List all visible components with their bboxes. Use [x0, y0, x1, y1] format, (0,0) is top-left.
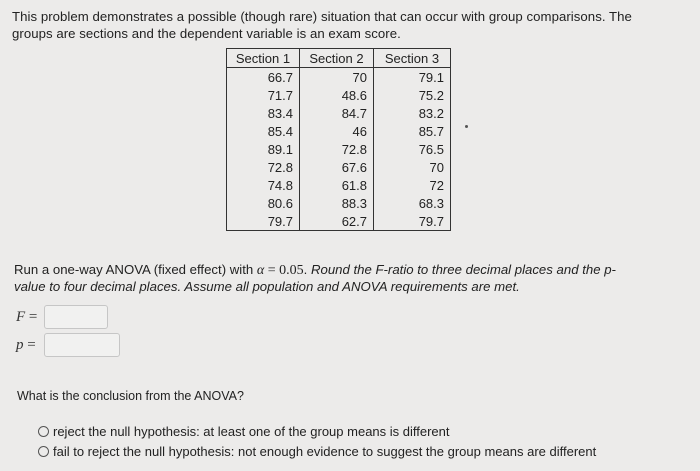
table-cell: 75.2	[374, 86, 451, 104]
table-cell: 71.7	[227, 86, 300, 104]
table-row	[227, 158, 451, 176]
table-cell: 70	[374, 158, 451, 176]
f-ratio-input[interactable]	[44, 305, 108, 329]
table-cell: 85.7	[374, 122, 451, 140]
intro-line-2: groups are sections and the dependent variable is an exam score.	[12, 26, 401, 41]
table-cell: 67.6	[300, 158, 374, 176]
table-cell: 72	[374, 176, 451, 194]
option-fail-to-reject[interactable]	[38, 444, 596, 459]
table-cell: 88.3	[300, 194, 374, 212]
table-row	[227, 122, 451, 140]
radio-reject-null[interactable]	[38, 426, 49, 437]
table-cell: 83.2	[374, 104, 451, 122]
table-cell: 85.4	[227, 122, 300, 140]
table-cell: 46	[300, 122, 374, 140]
radio-fail-to-reject[interactable]	[38, 446, 49, 457]
option-label-reject: reject the null hypothesis: at least one of the group means is different	[53, 424, 450, 439]
table-cell: 70	[300, 68, 374, 87]
table-header-row	[227, 49, 451, 68]
table-cell: 72.8	[300, 140, 374, 158]
conclusion-question: What is the conclusion from the ANOVA?	[17, 389, 244, 403]
p-answer-row	[16, 333, 120, 357]
table-cell: 76.5	[374, 140, 451, 158]
table-cell: 83.4	[227, 104, 300, 122]
table-cell: 79.7	[227, 212, 300, 231]
table-cell: 66.7	[227, 68, 300, 87]
table-row	[227, 212, 451, 231]
f-equals: =	[25, 308, 38, 325]
table-cell: 61.8	[300, 176, 374, 194]
table-row	[227, 86, 451, 104]
rounding-instructions-1: Round the F-ratio to three decimal places and the p-	[310, 262, 616, 277]
table-cell: 68.3	[374, 194, 451, 212]
table-cell: 48.6	[300, 86, 374, 104]
table-cell: 72.8	[227, 158, 300, 176]
instructions-period: .	[303, 262, 308, 277]
table-cell: 79.1	[374, 68, 451, 87]
p-label: p	[16, 336, 24, 353]
table-cell: 79.7	[374, 212, 451, 231]
table-cell: 62.7	[300, 212, 374, 231]
f-answer-row	[16, 305, 108, 329]
table-row	[227, 176, 451, 194]
table-cell: 84.7	[300, 104, 374, 122]
column-header-section-3: Section 3	[374, 49, 451, 68]
table-row	[227, 68, 451, 87]
table-row	[227, 104, 451, 122]
column-header-section-1: Section 1	[227, 49, 300, 68]
f-label: F	[16, 308, 26, 325]
problem-intro	[12, 8, 672, 42]
p-equals: =	[23, 336, 36, 353]
alpha-value: = 0.05	[264, 263, 304, 278]
rounding-instructions-2: value to four decimal places. Assume all population and ANOVA requirements are met.	[14, 279, 520, 294]
table-cell: 80.6	[227, 194, 300, 212]
option-reject-null[interactable]	[38, 424, 450, 439]
stray-dot	[465, 125, 468, 128]
p-value-input[interactable]	[44, 333, 120, 357]
data-table	[226, 48, 451, 231]
intro-line-1: This problem demonstrates a possible (though rare) situation that can occur with group comparisons. The	[12, 9, 632, 24]
option-label-fail-to-reject: fail to reject the null hypothesis: not enough evidence to suggest the group means are different	[53, 444, 597, 459]
table-row	[227, 194, 451, 212]
column-header-section-2: Section 2	[300, 49, 374, 68]
anova-instructions	[14, 262, 674, 295]
table-cell: 74.8	[227, 176, 300, 194]
instructions-prefix: Run a one-way ANOVA (fixed effect) with	[14, 262, 257, 277]
table-cell: 89.1	[227, 140, 300, 158]
table-row	[227, 140, 451, 158]
alpha-symbol: α	[256, 263, 265, 278]
